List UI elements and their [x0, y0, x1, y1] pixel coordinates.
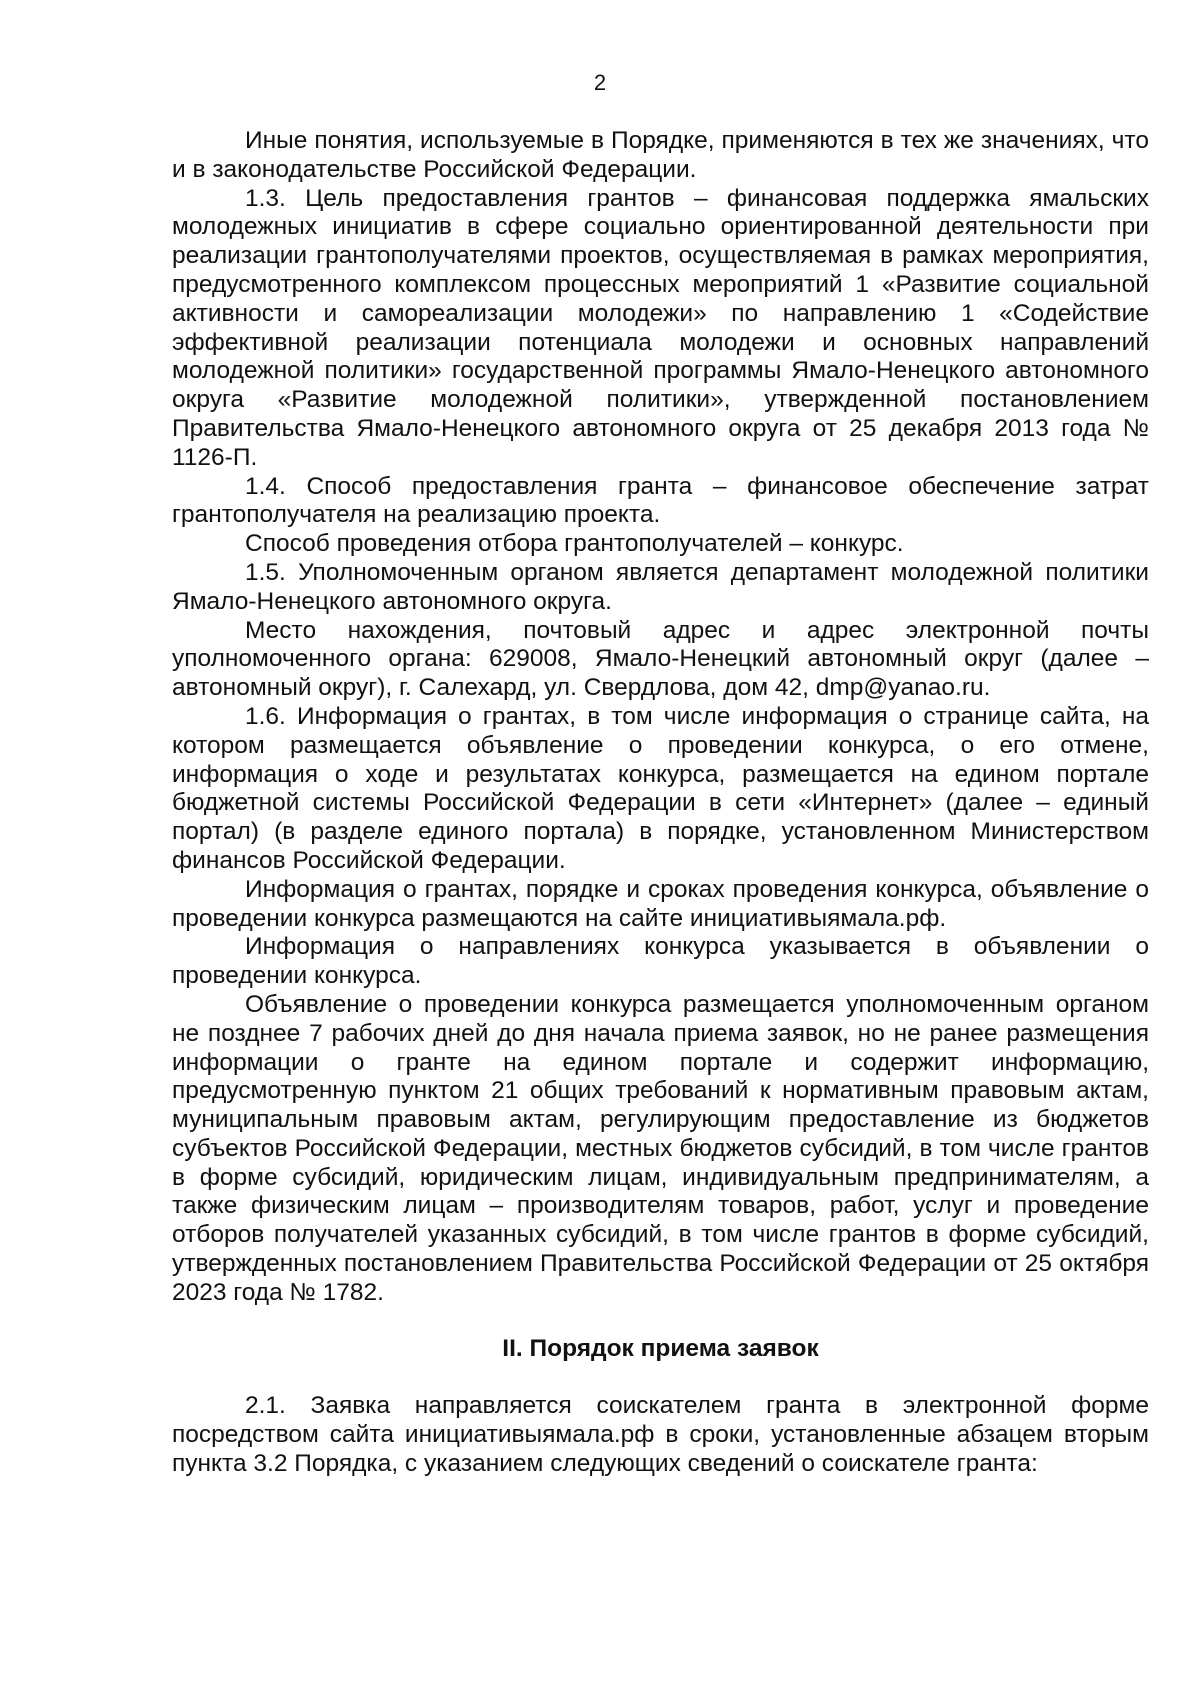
- document-body: [172, 127, 1149, 1479]
- paragraph-1-3-grant-purpose: 1.3. Цель предоставления грантов – финансовая поддержка ямальских молодежных инициатив в сфере социально ориентированной деятельности при реализации грантополучателями проектов, осуществляемая в рамках мероприятия, предусмотренного комплексом процессных мероприятий 1 «Развитие социальной активности и самореализации молодежи» по направлению 1 «Содействие эффективной реализации потенциала молодежи и основных направлений молодежной политики» государственной программы Ямало-Ненецкого автономного округа «Развитие молодежной политики», утвержденной постановлением Правительства Ямало-Ненецкого автономного округа от 25 декабря 2013 года № 1126-П.: [172, 184, 1149, 471]
- paragraph-address: Место нахождения, почтовый адрес и адрес электронной почты уполномоченного органа: 629008, Ямало-Ненецкий автономный округ (далее – автономный округ), г. Салехард, ул. Свердлова, дом 42, dmp@yanao.ru.: [172, 616, 1149, 702]
- paragraph-site-info: Информация о грантах, порядке и сроках проведения конкурса, объявление о проведении конкурса размещаются на сайте инициативыямала.рф.: [172, 875, 1149, 932]
- paragraph-1-4-grant-method: 1.4. Способ предоставления гранта – финансовое обеспечение затрат грантополучателя на реализацию проекта.: [172, 472, 1149, 529]
- paragraph-terms: Иные понятия, используемые в Порядке, применяются в тех же значениях, что и в законодательстве Российской Федерации.: [172, 127, 1149, 183]
- paragraph-2-1-application: 2.1. Заявка направляется соискателем гранта в электронной форме посредством сайта инициативыямала.рф в сроки, установленные абзацем вторым пункта 3.2 Порядка, с указанием следующих сведений о соискателе гранта:: [172, 1392, 1149, 1478]
- paragraph-1-6-information: 1.6. Информация о грантах, в том числе информация о странице сайта, на котором размещается объявление о проведении конкурса, о его отмене, информация о ходе и результатах конкурса, размещается на едином портале бюджетной системы Российской Федерации в сети «Интернет» (далее – единый портал) (в разделе единого портала) в порядке, установленном Министерством финансов Российской Федерации.: [172, 702, 1149, 874]
- section-heading: II. Порядок приема заявок: [502, 1334, 819, 1362]
- page-number: 2: [593, 70, 607, 95]
- paragraph-announcement: Объявление о проведении конкурса размещается уполномоченным органом не позднее 7 рабочих дней до дня начала приема заявок, но не ранее размещения информации о гранте на едином портале и содержит информацию, предусмотренную пунктом 21 общих требований к нормативным правовым актам, муниципальным правовым актам, регулирующим предоставление из бюджетов субъектов Российской Федерации, местных бюджетов субсидий, в том числе грантов в форме субсидий, юридическим лицам, индивидуальным предпринимателям, а также физическим лицам – производителям товаров, работ, услуг и проведение отборов получателей указанных субсидий, в том числе грантов в форме субсидий, утвержденных постановлением Правительства Российской Федерации от 25 октября 2023 года № 1782.: [172, 990, 1149, 1306]
- paragraph-1-5-authorized-body: 1.5. Уполномоченным органом является департамент молодежной политики Ямало-Ненецкого автономного округа.: [172, 558, 1149, 615]
- paragraph-directions: Информация о направлениях конкурса указывается в объявлении о проведении конкурса.: [172, 933, 1149, 990]
- paragraph-selection-method: Способ проведения отбора грантополучателей – конкурс.: [245, 530, 904, 558]
